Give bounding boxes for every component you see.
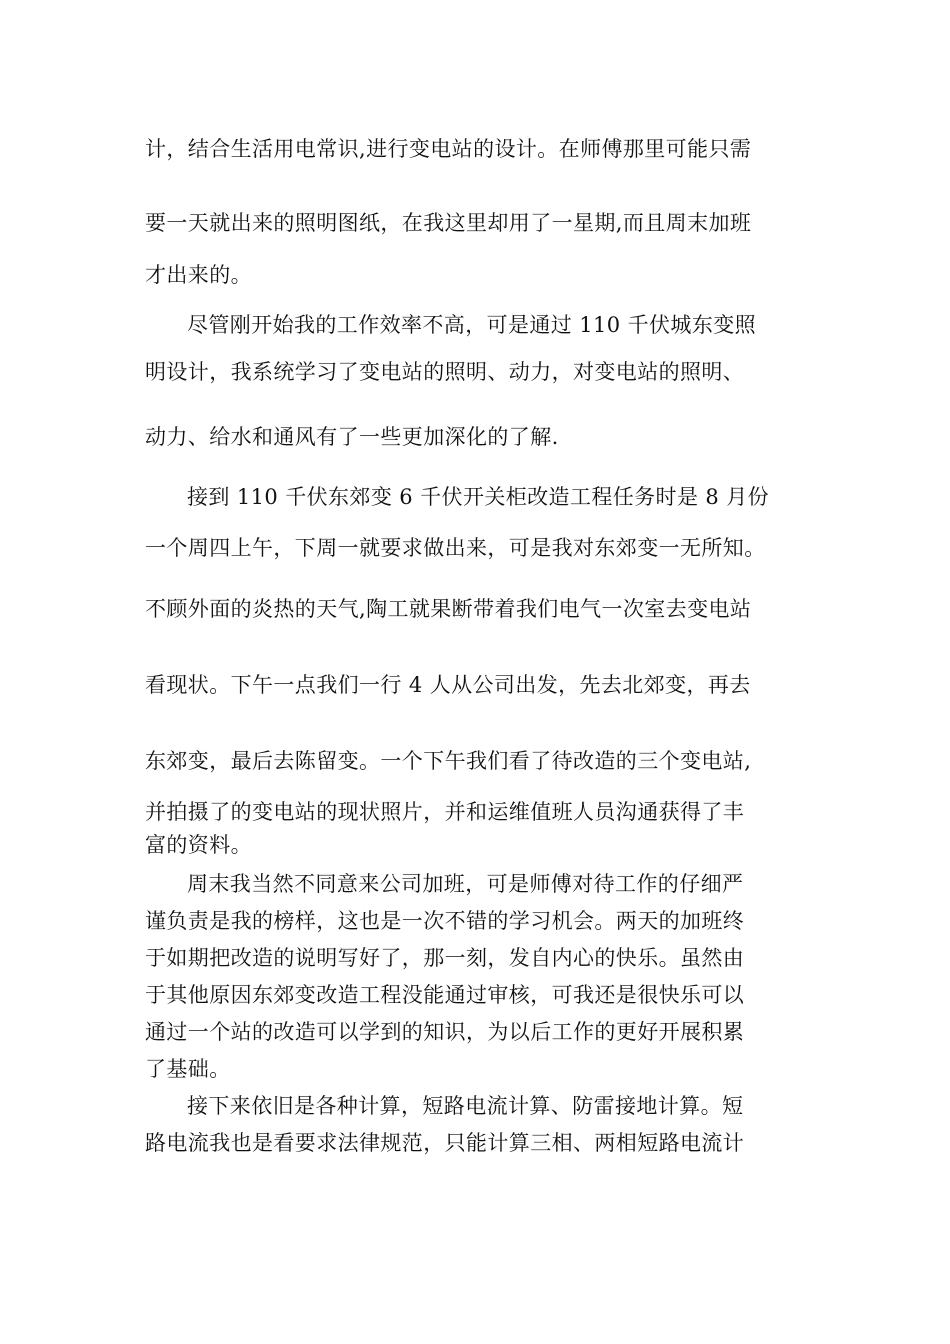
text-line: 通过一个站的改造可以学到的知识，为以后工作的更好开展积累 (145, 1020, 745, 1044)
text-line: 谨负责是我的榜样，这也是一次不错的学习机会。两天的加班终 (145, 909, 745, 933)
paragraph-first-line: 尽管刚开始我的工作效率不高，可是通过 110 千伏城东变照 (187, 313, 757, 337)
text-line: 并拍摄了的变电站的现状照片，并和运维值班人员沟通获得了丰 (145, 800, 745, 824)
text-line: 富的资料。 (145, 833, 252, 857)
text-line: 于其他原因东郊变改造工程没能通过审核，可我还是很快乐可以 (145, 983, 745, 1007)
text-line: 一个周四上午，下周一就要求做出来，可是我对东郊变一无所知。 (145, 536, 766, 560)
paragraph-first-line: 周末我当然不同意来公司加班，可是师傅对待工作的仔细严 (187, 872, 744, 896)
text-line: 要一天就出来的照明图纸，在我这里却用了一星期,而且周末加班 (145, 211, 752, 235)
text-line: 于如期把改造的说明写好了，那一刻，发自内心的快乐。虽然由 (145, 946, 745, 970)
text-line: 看现状。下午一点我们一行 4 人从公司出发，先去北郊变，再去 (145, 673, 751, 697)
paragraph-first-line: 接下来依旧是各种计算，短路电流计算、防雷接地计算。短 (187, 1094, 744, 1118)
text-line: 不顾外面的炎热的天气,陶工就果断带着我们电气一次室去变电站 (145, 597, 752, 621)
text-line: 明设计，我系统学习了变电站的照明、动力，对变电站的照明、 (145, 360, 745, 384)
text-line: 计，结合生活用电常识,进行变电站的设计。在师傅那里可能只需 (145, 137, 752, 161)
text-line: 了基础。 (145, 1057, 231, 1081)
text-line: 路电流我也是看要求法律规范，只能计算三相、两相短路电流计 (145, 1131, 745, 1155)
paragraph-first-line: 接到 110 千伏东郊变 6 千伏开关柜改造工程任务时是 8 月份 (187, 485, 770, 509)
text-line: 才出来的。 (145, 263, 252, 287)
text-line: 东郊变，最后去陈留变。一个下午我们看了待改造的三个变电站, (145, 749, 752, 773)
text-line: 动力、给水和通风有了一些更加深化的了解. (145, 425, 559, 449)
